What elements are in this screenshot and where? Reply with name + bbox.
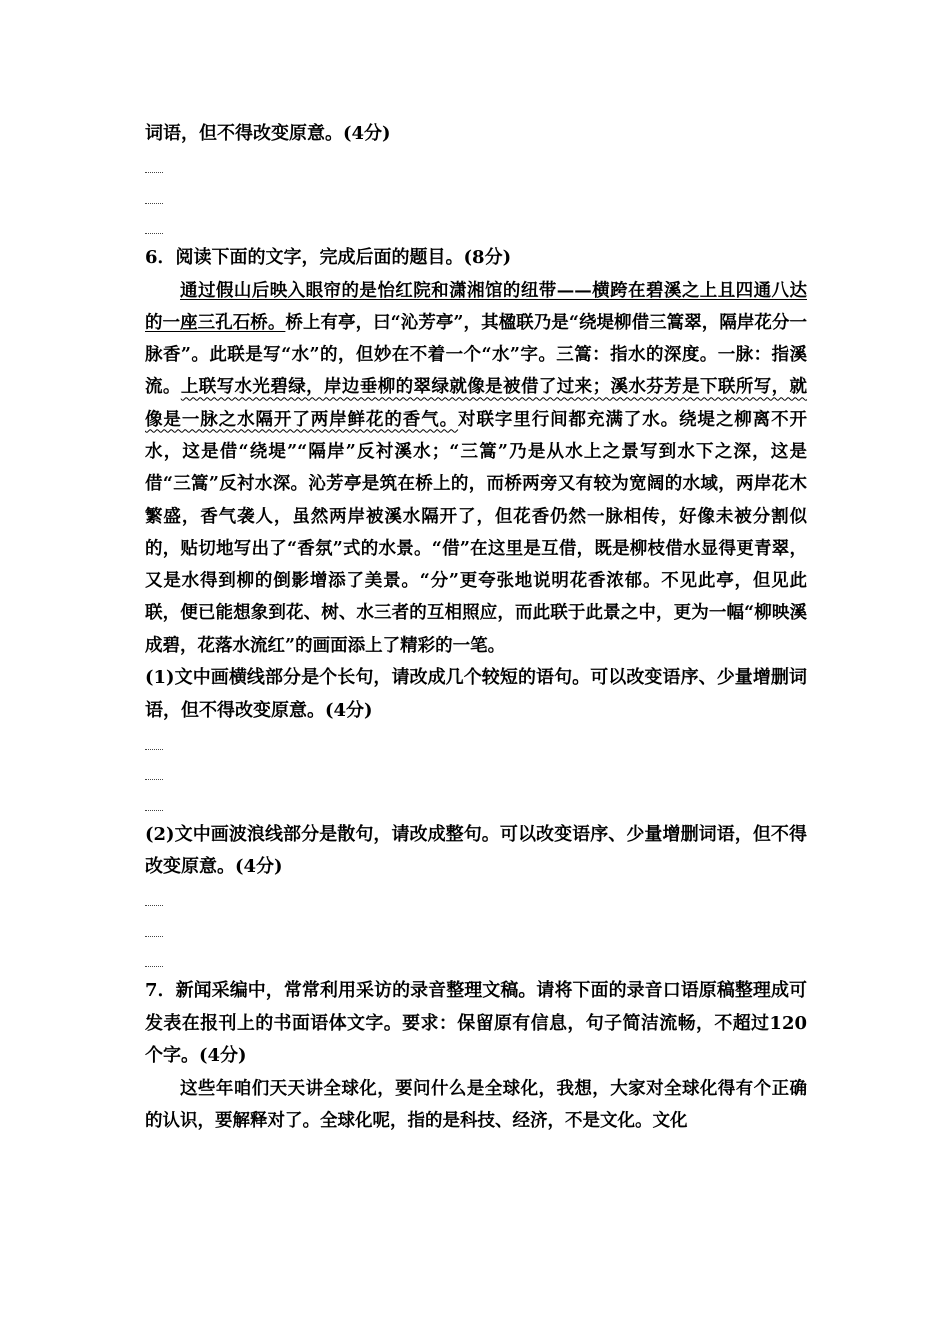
passage-text: 桥上有亭，曰“沁芳亭”，其楹联乃是“绕堤柳借三篙翠，隔岸花分一脉香”。此联是写“水”的，但妙在不着一个“水”字。三篙：指水的深度。一脉：指溪流。 [145, 312, 808, 398]
answer-line[interactable] [145, 945, 807, 976]
answer-line[interactable] [145, 181, 807, 212]
underlined-long-sentence: 通过假山后映入眼帘的是怡红院和潇湘馆的纽带——横跨在碧溪之上且四通八达的一座三孔石桥。 [145, 280, 807, 333]
wavy-underlined-sentences: 上联写水光碧绿，岸边垂柳的翠绿就像是被借了过来；溪水芬芳是下联所写，就像是一脉之水隔开了两岸鲜花的香气。 [145, 377, 808, 430]
question-6-heading: 6．阅读下面的文字，完成后面的题目。(8分) [145, 247, 512, 268]
passage-text: 对联字里行间都充满了水。绕堤之柳离不开水，这是借“绕堤”“隔岸”反衬溪水；“三篙”乃是从水上之景写到水下之深，这是借“三篙”反衬水深。沁芳亭是筑在桥上的，而桥两旁又有较为宽阔的水域，两岸花木繁盛，香气袭人，虽然两岸被溪水隔开了，但花香仍然一脉相传，好像未被分割似的，贴切地写出了“香氛”式的水景。“借”在这里是互借，既是柳枝借水显得更青翠，又是水得到柳的倒影增添了美景。“分”更夸张地说明花香浓郁。不见此亭，但见此联，便已能想象到花、树、水三者的互相照应，而此联于此景之中，更为一幅“柳映溪成碧，花落水流红”的画面添上了精彩的一笔。 [145, 409, 808, 656]
document-page [145, 118, 807, 1137]
answer-line[interactable] [145, 914, 807, 945]
answer-line[interactable] [145, 884, 807, 915]
question-7-heading: 7．新闻采编中，常常利用采访的录音整理文稿。请将下面的录音口语原稿整理成可发表在报刊上的书面语体文字。要求：保留原有信息，句子简洁流畅，不超过120个字。(4分) [145, 980, 807, 1067]
previous-question-tail: 词语，但不得改变原意。(4分) [145, 123, 391, 144]
answer-line[interactable] [145, 758, 807, 789]
answer-line[interactable] [145, 151, 807, 182]
answer-line[interactable] [145, 727, 807, 758]
question-6-sub1: (1)文中画横线部分是个长句，请改成几个较短的语句。可以改变语序、少量增删词语，但不得改变原意。(4分) [145, 667, 807, 721]
question-6-sub2: (2)文中画波浪线部分是散句，请改成整句。可以改变语序、少量增删词语，但不得改变原意。(4分) [145, 823, 807, 878]
question-6-passage [145, 275, 807, 663]
question-7-passage: 这些年咱们天天讲全球化，要问什么是全球化，我想，大家对全球化得有个正确的认识，要解释对了。全球化呢，指的是科技、经济，不是文化。文化 [145, 1078, 807, 1131]
answer-line[interactable] [145, 212, 807, 243]
answer-line[interactable] [145, 788, 807, 819]
